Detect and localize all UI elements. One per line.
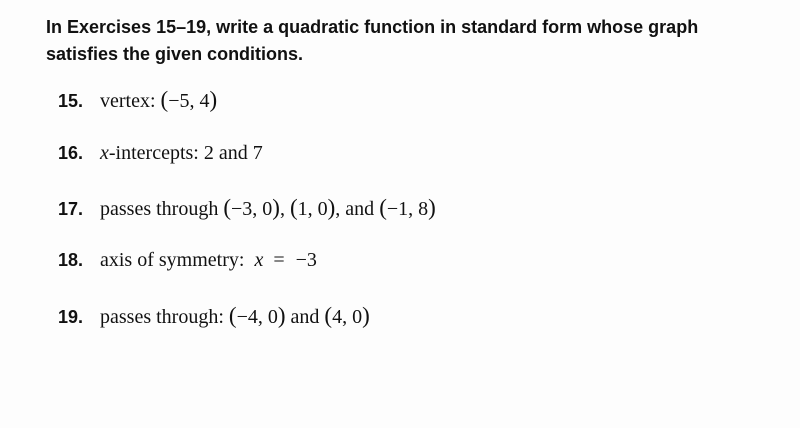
exercise-label: passes through (100, 198, 219, 220)
separator: and (285, 306, 325, 328)
equation-value: = −3 (273, 249, 317, 271)
variable-x: x (254, 249, 264, 271)
exercise-number: 15. (58, 91, 84, 111)
separator: , and (335, 198, 380, 220)
point: 1, 0 (297, 198, 328, 220)
exercise-label: -intercepts: 2 and 7 (108, 142, 263, 164)
exercise-15 (58, 87, 217, 115)
instructions-line-1: In Exercises 15–19, write a quadratic function in standard form whose graph (46, 17, 699, 37)
exercise-text: passes through (−3, 0), (1, 0), and (−1, 8) (100, 195, 436, 220)
point: 4, 0 (332, 306, 363, 328)
point: −4, 0 (236, 306, 278, 328)
exercise-label: passes through: (100, 306, 224, 328)
exercise-number: 18. (58, 250, 84, 270)
instructions-line-2: satisfies the given conditions. (46, 44, 304, 64)
point: −5, 4 (168, 90, 210, 112)
separator: , (279, 198, 290, 220)
exercise-text: vertex: (−5, 4) (100, 87, 218, 112)
exercise-label: axis of symmetry: (100, 249, 245, 271)
exercise-text (100, 249, 317, 271)
exercise-instructions (46, 14, 798, 68)
exercise-19 (58, 303, 370, 331)
exercise-number: 16. (58, 143, 84, 163)
point: −1, 8 (386, 198, 429, 220)
point: −3, 0 (231, 198, 273, 220)
exercise-label: vertex: (100, 90, 156, 112)
exercise-number: 17. (58, 199, 84, 219)
exercise-16 (58, 142, 263, 170)
exercise-18 (58, 249, 317, 277)
exercise-17 (58, 195, 436, 223)
exercise-text: passes through: (−4, 0) and (4, 0) (100, 303, 370, 328)
exercise-number: 19. (58, 307, 84, 327)
exercise-text (100, 142, 263, 164)
variable-x: x (100, 142, 109, 164)
